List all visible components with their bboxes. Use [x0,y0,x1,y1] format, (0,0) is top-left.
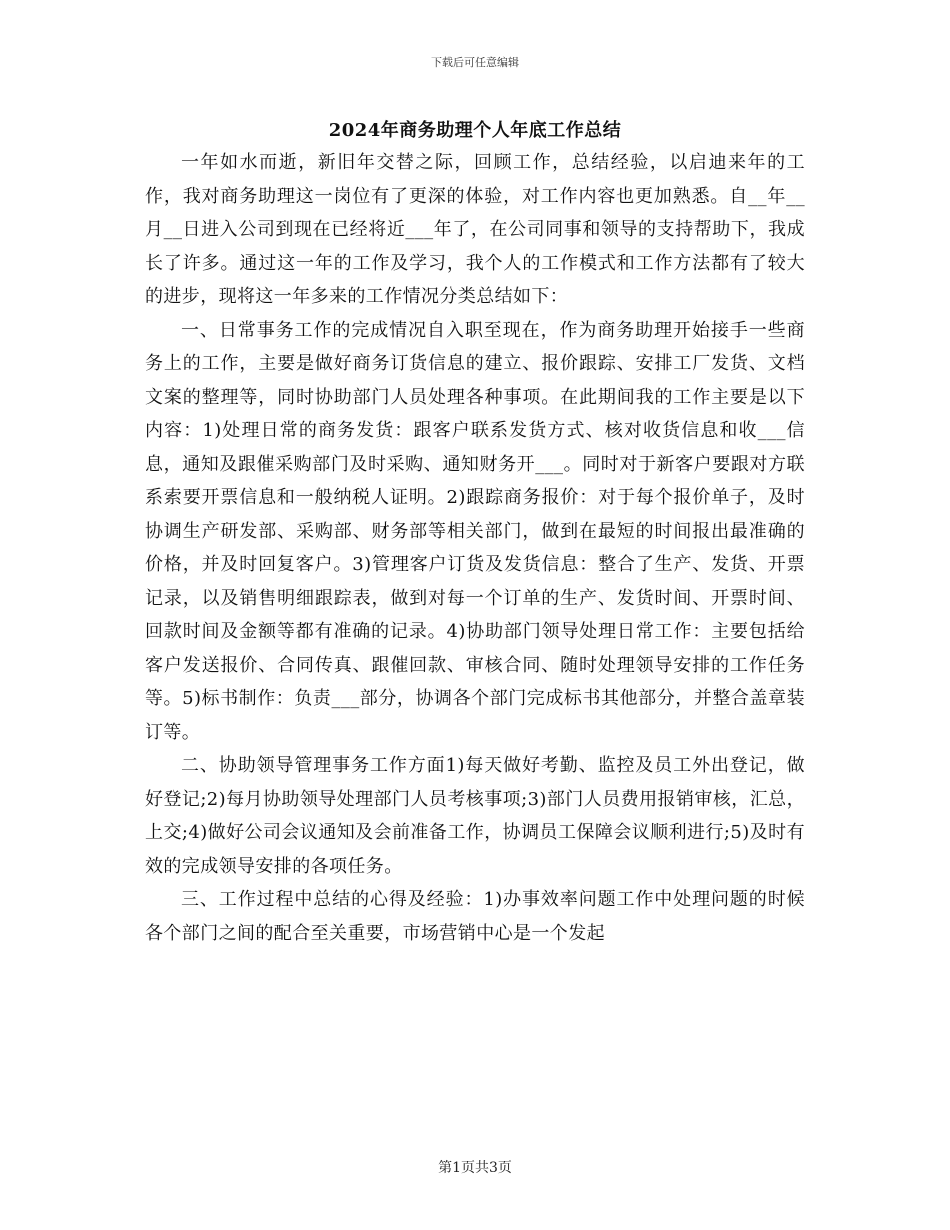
document-body [145,146,805,950]
page-footer: 第1页共3页 [438,1160,512,1176]
page-header-note: 下载后可任意编辑 [431,56,519,69]
paragraph-intro: 一年如水而逝，新旧年交替之际，回顾工作，总结经验，以启迪来年的工作，我对商务助理这一岗位有了更深的体验，对工作内容也更加熟悉。自__年__月__日进入公司到现在已经将近___年了，在公司同事和领导的支持帮助下，我成长了许多。通过这一年的工作及学习，我个人的工作模式和工作方法都有了较大的进步，现将这一年多来的工作情况分类总结如下： [145,152,805,307]
paragraph-section-2: 二、协助领导管理事务工作方面1)每天做好考勤、监控及员工外出登记，做好登记;2)每月协助领导处理部门人员考核事项;3)部门人员费用报销审核，汇总，上交;4)做好公司会议通知及会前准备工作，协调员工保障会议顺利进行;5)及时有效的完成领导安排的各项任务。 [145,755,805,877]
paragraph-section-3: 三、工作过程中总结的心得及经验：1)办事效率问题工作中处理问题的时候各个部门之间的配合至关重要，市场营销中心是一个发起 [145,889,805,944]
paragraph-section-1: 一、日常事务工作的完成情况自入职至现在，作为商务助理开始接手一些商务上的工作，主要是做好商务订货信息的建立、报价跟踪、安排工厂发货、文档文案的整理等，同时协助部门人员处理各种事项。在此期间我的工作主要是以下内容：1)处理日常的商务发货：跟客户联系发货方式、核对收货信息和收___信息，通知及跟催采购部门及时采购、通知财务开___。同时对于新客户要跟对方联系索要开票信息和一般纳税人证明。2)跟踪商务报价：对于每个报价单子，及时协调生产研发部、采购部、财务部等相关部门，做到在最短的时间报出最准确的价格，并及时回复客户。3)管理客户订货及发货信息：整合了生产、发货、开票记录，以及销售明细跟踪表，做到对每一个订单的生产、发货时间、开票时间、回款时间及金额等都有准确的记录。4)协助部门领导处理日常工作：主要包括给客户发送报价、合同传真、跟催回款、审核合同、随时处理领导安排的工作任务等。5)标书制作：负责___部分，协调各个部门完成标书其他部分，并整合盖章装订等。 [145,319,805,743]
document-title: 2024年商务助理个人年底工作总结 [328,120,622,141]
